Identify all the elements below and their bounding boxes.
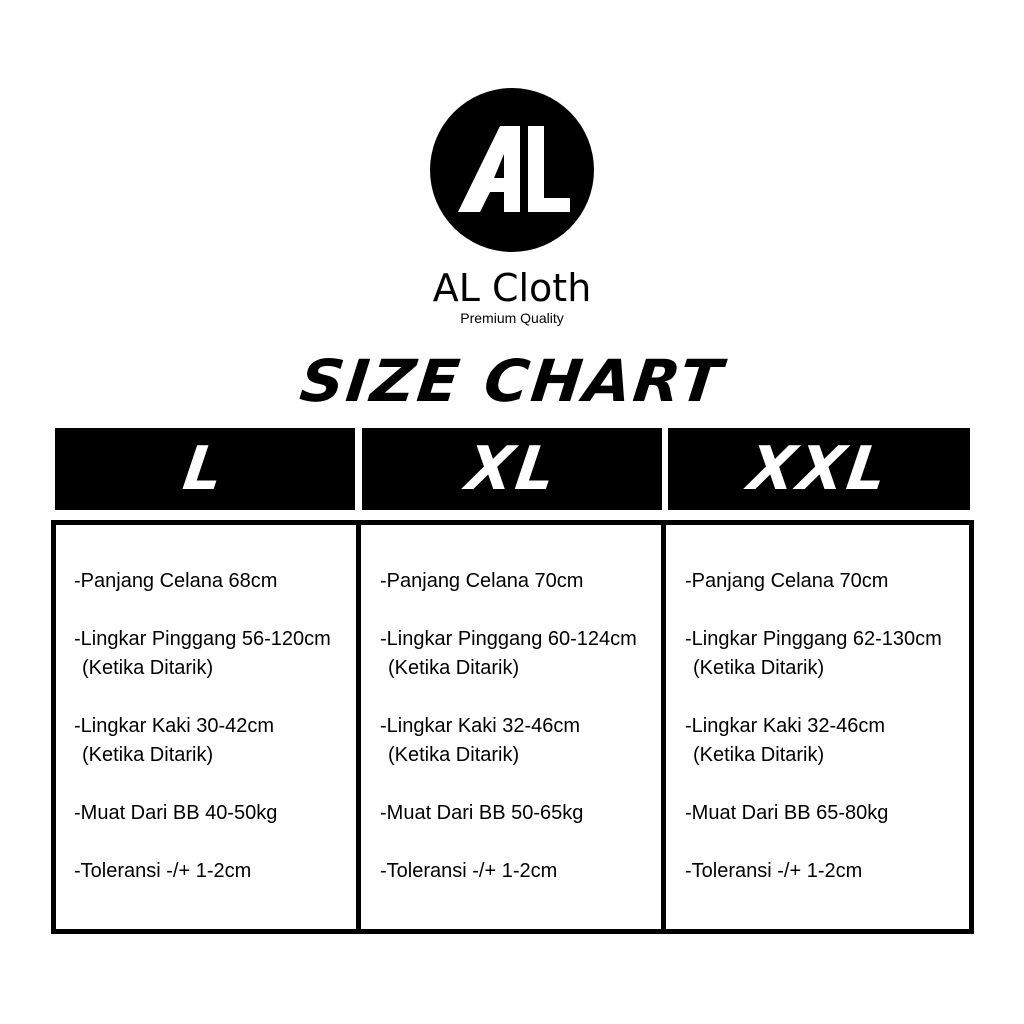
size-header-xxl bbox=[668, 428, 970, 510]
spec-toleransi: -Toleransi -/+ 1-2cm bbox=[685, 860, 863, 882]
size-label: XL bbox=[461, 434, 563, 504]
spec-note: (Ketika Ditarik) bbox=[693, 744, 825, 766]
spec-kaki-text: -Lingkar Kaki 30-42cm bbox=[74, 715, 275, 737]
size-chart-title: SIZE CHART bbox=[296, 347, 728, 415]
spec-panjang: -Panjang Celana 70cm bbox=[685, 570, 889, 592]
size-header-xl bbox=[362, 428, 662, 510]
spec-pinggang-text: -Lingkar Pinggang 60-124cm bbox=[380, 628, 637, 650]
spec-panjang: -Panjang Celana 70cm bbox=[380, 570, 584, 592]
column-divider bbox=[661, 520, 666, 934]
column-divider bbox=[356, 520, 361, 934]
spec-kaki bbox=[685, 712, 885, 770]
spec-note: (Ketika Ditarik) bbox=[82, 657, 214, 679]
spec-pinggang bbox=[74, 625, 331, 683]
size-label: XXL bbox=[744, 434, 894, 504]
spec-pinggang-text: -Lingkar Pinggang 56-120cm bbox=[74, 628, 331, 650]
brand-name: AL Cloth bbox=[432, 266, 592, 310]
spec-kaki bbox=[74, 712, 274, 770]
spec-note: (Ketika Ditarik) bbox=[388, 744, 520, 766]
spec-note: (Ketika Ditarik) bbox=[82, 744, 214, 766]
spec-kaki bbox=[380, 712, 580, 770]
brand-logo-icon bbox=[430, 88, 594, 252]
spec-pinggang-text: -Lingkar Pinggang 62-130cm bbox=[685, 628, 942, 650]
brand-tagline: Premium Quality bbox=[460, 310, 564, 326]
spec-kaki-text: -Lingkar Kaki 32-46cm bbox=[380, 715, 581, 737]
spec-bb: -Muat Dari BB 40-50kg bbox=[74, 802, 278, 824]
spec-pinggang bbox=[380, 625, 637, 683]
spec-pinggang bbox=[685, 625, 942, 683]
spec-panjang: -Panjang Celana 68cm bbox=[74, 570, 278, 592]
size-header-l bbox=[55, 428, 355, 510]
spec-note: (Ketika Ditarik) bbox=[693, 657, 825, 679]
spec-toleransi: -Toleransi -/+ 1-2cm bbox=[380, 860, 558, 882]
spec-toleransi: -Toleransi -/+ 1-2cm bbox=[74, 860, 252, 882]
spec-bb: -Muat Dari BB 65-80kg bbox=[685, 802, 889, 824]
spec-note: (Ketika Ditarik) bbox=[388, 657, 520, 679]
spec-kaki-text: -Lingkar Kaki 32-46cm bbox=[685, 715, 886, 737]
size-label: L bbox=[179, 434, 231, 504]
spec-bb: -Muat Dari BB 50-65kg bbox=[380, 802, 584, 824]
